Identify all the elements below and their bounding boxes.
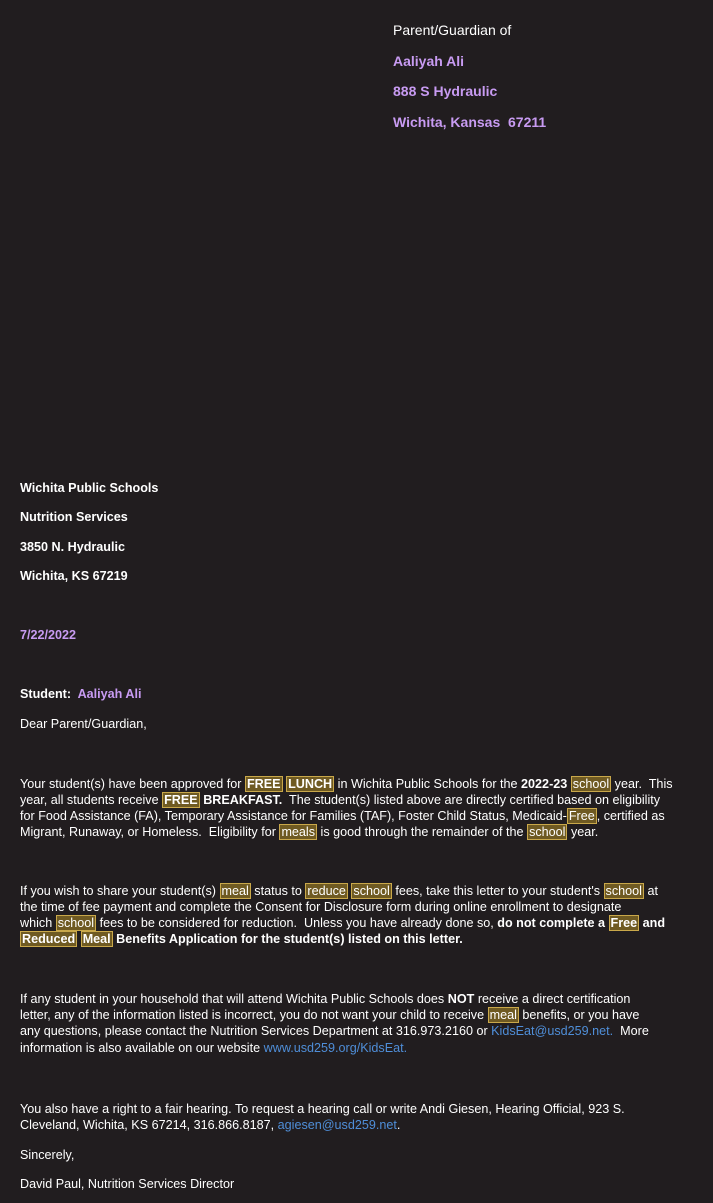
highlight-free: FREE — [246, 777, 281, 791]
highlight-free: Free — [610, 916, 638, 930]
text: any questions, please contact the Nutrition Services Department at 316.973.2160 or — [20, 1024, 492, 1038]
text: More — [613, 1024, 649, 1038]
text: fees to be considered for reduction. Unless you have already done so, — [96, 916, 498, 930]
sender-org: Wichita Public Schools — [20, 481, 159, 495]
highlight-school: school — [605, 884, 642, 898]
text: the time of fee payment and complete the Consent for Disclosure form during online enrollment to designate — [20, 900, 622, 914]
contact-paragraph — [20, 991, 696, 1056]
bold-not: NOT — [447, 992, 475, 1006]
highlight-school: school — [529, 825, 566, 839]
text: year. This — [611, 777, 673, 791]
highlight-school: school — [572, 777, 610, 791]
sender-street: 3850 N. Hydraulic — [20, 540, 125, 554]
text: for Food Assistance (FA), Temporary Assistance for Families (TAF), Foster Child Status, Medicaid- — [20, 809, 567, 823]
text: year, all students receive — [20, 793, 163, 807]
recipient-name: Aaliyah Ali — [393, 53, 465, 69]
student-line — [20, 686, 142, 702]
highlight-school: school — [57, 916, 95, 930]
website-link[interactable]: www.usd259.org/KidsEat. — [263, 1041, 408, 1055]
highlight-meal: meal — [489, 1008, 517, 1022]
letter-date: 7/22/2022 — [20, 628, 77, 642]
highlight-meals: meals — [281, 825, 316, 839]
recipient-prefix: Parent/Guardian of — [393, 22, 512, 38]
highlight-free: FREE — [164, 793, 198, 807]
text: The student(s) listed above are directly certified based on eligibility — [282, 793, 661, 807]
highlight-school: school — [353, 884, 390, 898]
bold-text: Benefits Application for the student(s) listed on this letter. — [112, 932, 463, 946]
sender-city: Wichita, KS 67219 — [20, 569, 128, 583]
text: You also have a right to a fair hearing. To request a hearing call or write Andi Giesen, Hearing Official, 923 S. — [20, 1102, 625, 1116]
text: Cleveland, Wichita, KS 67214, 316.866.8187, — [20, 1118, 278, 1132]
breakfast-text: BREAKFAST. — [199, 793, 283, 807]
text: Your student(s) have been approved for — [20, 777, 245, 791]
text: fees, take this letter to your student's — [391, 884, 604, 898]
bold-text: do not complete a — [497, 916, 609, 930]
kidseat-email-link[interactable]: KidsEat@usd259.net. — [491, 1024, 614, 1038]
text: which — [20, 916, 56, 930]
highlight-reduce: reduce — [307, 884, 346, 898]
text: If any student in your household that will attend Wichita Public Schools does — [20, 992, 448, 1006]
highlight-reduced: Reduced — [22, 932, 76, 946]
text: year. — [567, 825, 599, 839]
sender-dept: Nutrition Services — [20, 510, 128, 524]
highlight-meal: Meal — [82, 932, 111, 946]
closing: Sincerely, — [20, 1148, 75, 1162]
student-label: Student: — [20, 687, 72, 701]
highlight-meal: meal — [221, 884, 249, 898]
text: information is also available on our website — [20, 1041, 264, 1055]
text: letter, any of the information listed is incorrect, you do not want your child to receive — [20, 1008, 488, 1022]
hearing-email-link[interactable]: agiesen@usd259.net — [277, 1118, 397, 1132]
text: Migrant, Runaway, or Homeless. Eligibility for — [20, 825, 280, 839]
approval-paragraph — [20, 776, 696, 840]
highlight-free: Free — [568, 809, 595, 823]
school-year: 2022-23 — [521, 777, 568, 791]
highlight-lunch: LUNCH — [288, 777, 333, 791]
hearing-paragraph — [20, 1101, 696, 1133]
bold-text: and — [639, 916, 666, 930]
text: , certified as — [596, 809, 665, 823]
text: benefits, or you have — [518, 1008, 640, 1022]
text: . — [396, 1118, 401, 1132]
text: at — [643, 884, 658, 898]
salutation: Dear Parent/Guardian, — [20, 717, 147, 731]
text: If you wish to share your student(s) — [20, 884, 220, 898]
student-name: Aaliyah Ali — [77, 687, 142, 701]
recipient-street: 888 S Hydraulic — [393, 83, 498, 99]
text: in Wichita Public Schools for the — [334, 777, 522, 791]
text: is good through the remainder of the — [317, 825, 528, 839]
signature: David Paul, Nutrition Services Director — [20, 1177, 235, 1191]
text: receive a direct certification — [474, 992, 631, 1006]
recipient-city: Wichita, Kansas 67211 — [393, 114, 547, 130]
text: status to — [250, 884, 306, 898]
fee-reduction-paragraph — [20, 883, 696, 947]
